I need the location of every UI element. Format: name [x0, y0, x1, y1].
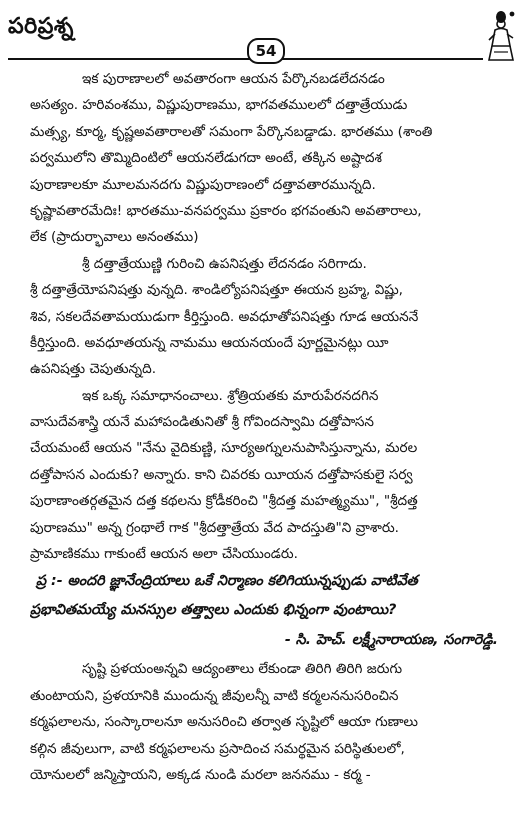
page-number: 54 [247, 38, 285, 64]
question-line: ప్రభావితమయ్యే మనస్సుల తత్త్వాలు ఎందుకు భిన్నంగా వుంటాయి? [30, 602, 397, 619]
text-line: అసత్యం. హరివంశము, విష్ణుపురాణము, భాగవతములలో దత్తాత్రేయుడు [30, 97, 408, 114]
text-line: కీర్తిస్తుంది. అవధూతయన్న నామము ఆయనయందే పూర్ణమైనట్లు యీ [30, 334, 389, 351]
text-line: పురాణము" అన్న గ్రంథాలే గాక "శ్రీదత్తాత్రేయ వేద పాదస్తుతి"ని వ్రాశారు. [30, 519, 399, 536]
text-line: ఇక ఒక్క సమాధానంచాలు. శ్రోత్రియతకు మారుపేరనదగిన [82, 387, 379, 404]
text-line: శ్రీ దత్తాత్రేయుణ్ణి గురించి ఉపనిషత్తు లేదనడం సరిగాదు. [82, 255, 367, 272]
text-line: పురాణాంతర్గతమైన దత్త కథలను క్రోడీకరించి "శ్రీదత్త మహత్మ్యము", "శ్రీదత్త [30, 493, 418, 510]
text-line: ఉపనిషత్తు చెపుతున్నది. [30, 361, 157, 378]
page-header [0, 0, 520, 62]
text-line: సృష్టి ప్రళయంఅన్నవి ఆద్యంతాలు లేకుండా తిరిగి తిరిగి జరుగు [82, 661, 403, 678]
question-line: ప్ర :- అందరి జ్ఞానేంద్రియాలు ఒకే నిర్మాణం కలిగియున్నప్పుడు వాటివేత [36, 573, 418, 590]
text-line: శ్రీ దత్తాత్రేయోపనిషత్తు వున్నది. శాండిల్యోపనిషత్తూ ఈయన బ్రహ్మ, విష్ణు, [30, 282, 404, 299]
text-line: శివ, సకలదేవతామయుడుగా కీర్తిస్తుంది. అవధూతోపనిషత్తు గూడ ఆయననే [30, 308, 419, 325]
text-line: మత్స్య, కూర్మ, కృష్ణఅవతారాలతో సమంగా పేర్కొనబడ్డాడు. భారతము (శాంతి [30, 123, 433, 140]
text-line: పర్వములోని తొమ్మిదింటిలో ఆయనలేడుగదా అంటే, తక్కిన అష్టాదశ [30, 150, 382, 167]
paragraph-samadhanam [30, 383, 506, 568]
text-line: కల్గిన జీవులుగా, వాటి కర్మఫలాలను ప్రసాదించ సమర్థమైన పరిస్థితులలో, [30, 740, 405, 757]
text-line: కర్మఫలాలను, సంస్కారాలనూ అనుసరించి తర్వాత సృష్టిలో ఆయా గుణాలు [30, 714, 418, 731]
answer-paragraph [30, 656, 506, 788]
text-line: వాసుదేవశాస్త్రి యనే మహాపండితునితో శ్రీ గోవిందస్వామి దత్తోపాసన [30, 414, 374, 431]
text-line: ప్రామాణికము గాకుంటే ఆయన అలా చేసియుండరు. [30, 546, 298, 563]
question-block [30, 567, 506, 625]
text-line: చేయమంటే ఆయన "నేను వైదికుణ్ణి, సూర్యఅగ్నులనుపాసిస్తున్నాను, మరల [30, 440, 418, 457]
text-line: దత్తోపాసన ఎందుకు? అన్నారు. కాని చివరకు యీయన దత్తోపాసకులై సర్వ [30, 466, 413, 483]
question-author: - సి. హెచ్. లక్ష్మీనారాయణ, సంగారెడ్డి. [284, 632, 498, 649]
paragraph-avatara [30, 66, 506, 251]
running-title: పరిప్రశ్న [8, 14, 74, 39]
deity-figure-icon [486, 8, 516, 64]
page-body [30, 66, 506, 788]
paragraph-upanishad [30, 251, 506, 383]
header-rule [8, 58, 483, 60]
text-line: కృష్ణావతారమేదిః! భారతము-వనపర్వము ప్రకారం భగవంతుని అవతారాలు, [30, 202, 422, 219]
text-line: లేక (ప్రాదుర్భావాలు అనంతము) [30, 229, 199, 246]
text-line: ఇక పురాణాలలో అవతారంగా ఆయన పేర్కొనబడలేదనడం [82, 71, 385, 87]
text-line: తుంటాయని, ప్రళయానికి ముందున్న జీవులన్నీ వాటి కర్మలననుసరించిన [30, 687, 399, 704]
text-line: పురాణాలకూ మూలమనదగు విష్ణుపురాణంలో దత్తావతారమున్నది. [30, 176, 376, 193]
text-line: యోనులలో జన్మిస్తాయని, అక్కడ నుండి మరలా జననము - కర్మ - [30, 766, 371, 783]
